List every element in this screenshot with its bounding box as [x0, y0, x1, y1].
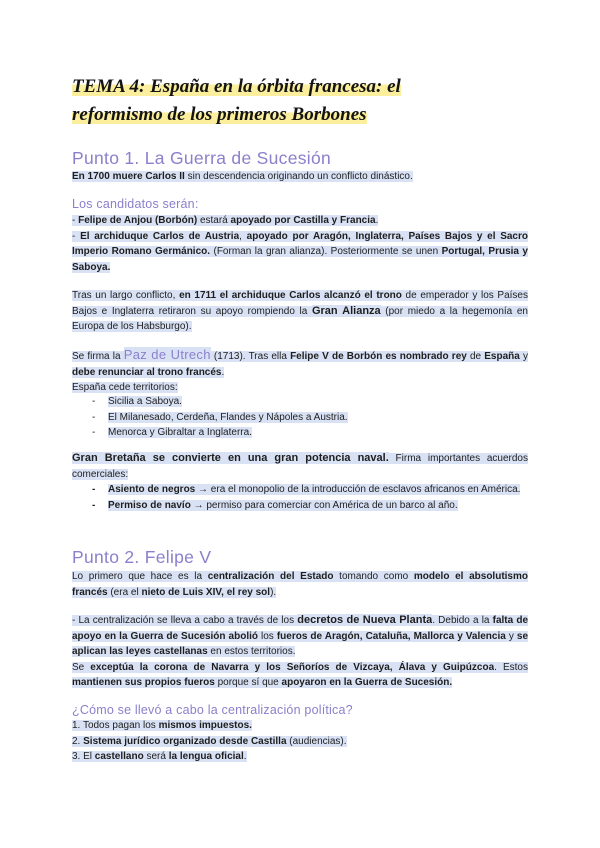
text-run: de	[466, 351, 485, 362]
title-line: reformismo de los primeros Borbones	[72, 104, 367, 125]
text-run: .	[221, 366, 225, 378]
intro-paragraph	[72, 169, 528, 185]
medidas-list	[72, 718, 528, 765]
text-run: será	[143, 751, 169, 762]
bold-text: mismos impuestos.	[158, 720, 252, 731]
text-run: porque sí que	[214, 677, 282, 688]
text-run: El Milanesado, Cerdeña, Flandes y Nápoles a Austria.	[108, 411, 348, 423]
paz-text	[72, 347, 528, 378]
bold-text: Permiso de navío	[108, 499, 191, 511]
list-bullet: -	[92, 411, 96, 423]
list-bullet: -	[92, 484, 96, 495]
text-run: Firma importantes acuerdos comerciales:	[72, 453, 528, 480]
text-run: tomando como	[333, 571, 414, 582]
numbered-item	[72, 749, 528, 765]
candidatos-block	[72, 213, 528, 275]
acuerdos-list	[72, 482, 528, 513]
text-run: ,	[239, 230, 247, 242]
bold-text: falta de apoyo en la Guerra de Sucesión abolió	[72, 615, 528, 642]
text-run: Tras un largo conflicto,	[72, 290, 180, 301]
list-item	[72, 482, 528, 498]
bold-text: la lengua oficial	[168, 751, 244, 762]
text-run: → era el monopolio de la introducción de esclavos africanos en América.	[195, 484, 521, 495]
section-heading-punto-1: Punto 1. La Guerra de Sucesión	[72, 148, 332, 168]
excepcion-line	[72, 660, 528, 691]
centralizacion-text	[72, 571, 528, 598]
text-run: 1. Todos pagan los	[72, 720, 159, 731]
bold-text: exceptúa la corona de Navarra y los Señoríos de Vizcaya, Álava y Guipúzcoa	[90, 661, 495, 673]
text-run: .	[375, 215, 379, 226]
list-bullet: -	[92, 499, 96, 511]
decretos-paragraph	[72, 613, 528, 691]
paz-paragraph	[72, 348, 528, 396]
text-run: (era el	[107, 586, 142, 598]
bold-text: Gran Alianza	[311, 304, 381, 317]
candidato-line	[72, 213, 528, 229]
list-item	[72, 425, 528, 441]
text-run: -	[72, 215, 79, 226]
territorios-intro-text	[72, 382, 178, 393]
bold-text: debe renunciar al trono francés	[72, 366, 222, 378]
text-run: (por miedo a la hegemonía en Europa de los Habsburgo).	[72, 305, 528, 332]
candidato-text	[72, 215, 378, 226]
list-bullet: -	[92, 396, 96, 407]
gran-bretana-text	[72, 453, 528, 480]
text-run: Sicilia a Saboya.	[108, 396, 182, 407]
numbered-item	[72, 718, 528, 734]
list-item-text	[108, 500, 458, 511]
numbered-item-text	[72, 751, 247, 762]
text-run: . Debido a la	[432, 615, 493, 626]
bold-text: fueros de Aragón, Cataluña, Mallorca y Valencia	[276, 630, 506, 642]
text-run: de emperador y los Países Bajos e Inglaterra retiraron su apoyo rompiendo la	[72, 290, 528, 317]
bold-text: Sistema jurídico organizado desde Castilla	[83, 735, 287, 747]
bold-text: apoyado por Castilla y Francia	[230, 215, 376, 226]
text-run: -	[72, 230, 81, 242]
bold-text: Felipe V de Borbón es nombrado rey	[290, 351, 467, 362]
bold-text: Portugal, Prusia y Saboya.	[72, 246, 528, 273]
numbered-item-text	[72, 736, 347, 747]
list-bullet: -	[92, 427, 96, 438]
list-item-text	[108, 396, 182, 407]
text-run: sin descendencia originando un conflicto dinástico.	[184, 171, 413, 182]
paz-line	[72, 348, 528, 380]
list-item	[72, 410, 528, 426]
text-run: Se	[72, 661, 91, 673]
bold-text: Asiento de negros	[108, 484, 196, 495]
bold-text: Gran Bretaña se convierte en una gran potencia naval.	[72, 452, 389, 464]
gran-bretana-paragraph	[72, 451, 528, 482]
centralizacion-question-subheading: ¿Cómo se llevó a cabo la centralización política?	[72, 703, 353, 717]
bold-text: El archiduque Carlos de Austria	[80, 230, 240, 242]
text-run: España cede territorios:	[72, 382, 178, 393]
section-heading-punto-2: Punto 2. Felipe V	[72, 547, 212, 567]
bold-text: apoyado por Aragón, Inglaterra, Países Bajos y el Sacro Imperio Romano Germánico.	[72, 230, 528, 257]
text-run: - La centralización se lleva a cabo a través de los	[72, 615, 298, 626]
accent-text: Paz de Utrech	[123, 347, 211, 362]
centralizacion-paragraph	[72, 569, 528, 600]
numbered-item-text	[72, 720, 252, 731]
conflicto-text	[72, 290, 528, 332]
text-run: (audiencias).	[286, 735, 347, 747]
text-run: .	[243, 751, 247, 762]
text-run: en estos territorios.	[207, 646, 296, 657]
list-item-text	[108, 484, 520, 495]
bold-text: centralización del Estado	[207, 571, 334, 582]
title-line: TEMA 4: España en la órbita francesa: el	[72, 76, 401, 97]
text-run: → permiso para comerciar con América de un barco al año.	[190, 499, 458, 511]
bold-text: decretos de Nueva Planta	[297, 614, 433, 626]
text-run: estará	[197, 215, 231, 226]
bold-text: se aplican las leyes castellanas	[72, 630, 529, 657]
bold-text: En 1700 muere Carlos II	[72, 171, 185, 182]
text-run: Lo primero que hace es la	[72, 571, 208, 582]
territorios-list	[72, 394, 528, 441]
intro-text	[72, 171, 413, 182]
text-run: ).	[270, 586, 277, 598]
decretos-line	[72, 613, 528, 660]
bold-text: España	[484, 351, 520, 362]
list-item-text	[108, 412, 348, 423]
text-run: (1713). Tras ella	[210, 351, 291, 362]
bold-text: castellano	[94, 751, 144, 762]
conflicto-paragraph	[72, 288, 528, 335]
excepcion-text	[72, 662, 528, 689]
candidatos-subheading: Los candidatos serán:	[72, 197, 199, 211]
list-item	[72, 498, 528, 514]
text-run: (Forman la gran alianza). Posteriormente se unen	[210, 246, 442, 257]
text-run: y	[519, 351, 528, 362]
numbered-item	[72, 734, 528, 750]
list-item	[72, 394, 528, 410]
bold-text: nieto de Luis XIV, el rey sol	[141, 586, 271, 598]
decretos-text	[72, 615, 528, 657]
text-run: los	[258, 630, 277, 642]
text-run: Menorca y Gibraltar a Inglaterra.	[108, 427, 252, 438]
candidato-text	[72, 231, 528, 273]
text-run: Se firma la	[72, 351, 124, 362]
text-run: . Estos	[494, 661, 528, 673]
candidato-line	[72, 229, 528, 276]
document-title	[72, 73, 528, 129]
bold-text: en 1711 el archiduque Carlos alcanzó el trono	[179, 290, 402, 301]
bold-text: apoyaron en la Guerra de Sucesión.	[281, 677, 453, 688]
bold-text: modelo el absolutismo francés	[72, 571, 528, 598]
list-item-text	[108, 427, 252, 438]
text-run: y	[505, 630, 517, 642]
bold-text: Felipe de Anjou (Borbón)	[78, 215, 198, 226]
bold-text: mantienen sus propios fueros	[72, 677, 215, 688]
text-run: 2.	[72, 735, 84, 747]
text-run: 3. El	[72, 751, 95, 762]
